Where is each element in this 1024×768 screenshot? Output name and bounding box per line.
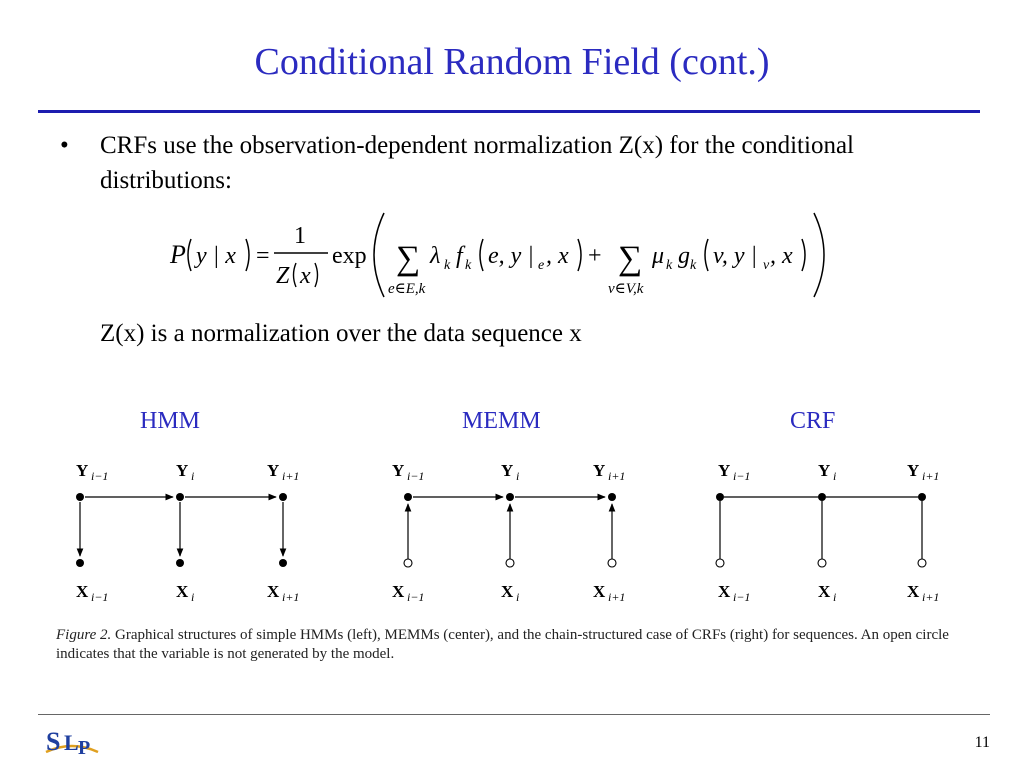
hmm-y-next-label: Y: [267, 461, 280, 480]
hmm-y-prev-label: Y: [76, 461, 89, 480]
memm-y-prev-sub: i−1: [407, 469, 425, 483]
hmm-x-prev-label: X: [76, 582, 89, 601]
crf-x-next-label: X: [907, 582, 920, 601]
slide-title: Conditional Random Field (cont.): [254, 41, 770, 83]
memm-node-y-prev: [404, 493, 412, 501]
formula-paren-right: [246, 239, 249, 271]
memm-node-x-cur: [506, 559, 514, 567]
formula-denominator-paren-left: [294, 263, 297, 287]
logo-letter-l: L: [64, 730, 79, 755]
memm-x-next-sub: i+1: [608, 590, 626, 604]
hmm-node-y-prev: [76, 493, 84, 501]
formula-f-paren-right: [578, 239, 581, 271]
crf-y-next-label: Y: [907, 461, 920, 480]
crf-x-cur-sub: i: [833, 590, 837, 604]
formula-equals: =: [256, 243, 270, 269]
crf-y-next-sub: i+1: [922, 469, 940, 483]
memm-node-y-next: [608, 493, 616, 501]
hmm-y-next-sub: i+1: [282, 469, 300, 483]
crf-x-cur-label: X: [818, 582, 831, 601]
bullet-text: CRFs use the observation-dependent normalization Z(x) for the conditional distributions:: [100, 132, 854, 194]
crf-y-prev-sub: i−1: [733, 469, 751, 483]
formula-g-args-tail: , x: [770, 243, 793, 269]
memm-x-next-label: X: [593, 582, 606, 601]
formula-sum-2: ∑: [618, 240, 643, 277]
crf-x-labels: [718, 582, 939, 604]
formula-lambda-sub: k: [444, 258, 451, 273]
memm-diagram: [392, 461, 625, 604]
hmm-node-y-cur: [176, 493, 184, 501]
formula-big-paren-left: [374, 213, 384, 297]
formula-denominator-z: Z: [276, 263, 290, 289]
logo-letter-p: P: [78, 737, 91, 759]
label-crf: CRF: [790, 408, 836, 434]
crf-x-prev-sub: i−1: [733, 590, 751, 604]
formula-paren-left: [188, 239, 191, 271]
crf-y-cur-label: Y: [818, 461, 831, 480]
normalization-note: Z(x) is a normalization over the data sequence x: [100, 320, 582, 347]
memm-node-x-prev: [404, 559, 412, 567]
memm-x-cur-sub: i: [516, 590, 520, 604]
hmm-x-prev-sub: i−1: [91, 590, 109, 604]
formula-g-args: v, y |: [713, 243, 758, 269]
crf-node-x-next: [918, 559, 926, 567]
crf-y-cur-sub: i: [833, 469, 837, 483]
memm-y-cur-label: Y: [501, 461, 514, 480]
title-divider: [38, 110, 980, 113]
label-hmm: HMM: [140, 408, 201, 434]
formula-g-paren-left: [705, 239, 708, 271]
memm-y-cur-sub: i: [516, 469, 520, 483]
memm-node-x-next: [608, 559, 616, 567]
formula-f-sub: k: [465, 258, 472, 273]
crf-diagram: [716, 461, 939, 604]
formula-exp: exp: [332, 243, 367, 269]
formula-sum-1: ∑: [396, 240, 421, 277]
formula-g-args-sub: v: [763, 258, 770, 273]
hmm-node-x-next: [279, 559, 287, 567]
crf-x-prev-label: X: [718, 582, 731, 601]
hmm-node-y-next: [279, 493, 287, 501]
figure-caption: [56, 626, 986, 664]
crf-node-x-prev: [716, 559, 724, 567]
formula-f-args: e, y |: [488, 243, 534, 269]
formula-lhs-args: y | x: [196, 243, 236, 269]
formula-f-paren-left: [480, 239, 483, 271]
hmm-y-prev-sub: i−1: [91, 469, 109, 483]
hmm-x-labels: [76, 582, 299, 604]
formula-p: P: [170, 240, 186, 269]
graphical-models-figure: [0, 445, 1024, 615]
formula-denominator-x: x: [300, 263, 311, 289]
crf-node-y-cur: [818, 493, 826, 501]
formula-lambda: λ: [430, 243, 441, 269]
hmm-x-next-label: X: [267, 582, 280, 601]
crf-y-prev-label: Y: [718, 461, 731, 480]
formula-range-1: e∈E,k: [388, 281, 426, 297]
formula-denominator-paren-right: [315, 263, 318, 287]
formula-mu: μ: [652, 243, 665, 269]
footer-divider: [38, 714, 990, 715]
formula-g-paren-right: [802, 239, 805, 271]
hmm-x-cur-sub: i: [191, 590, 195, 604]
formula-mu-sub: k: [666, 258, 673, 273]
figure-label: Figure 2.: [56, 627, 112, 643]
memm-y-next-label: Y: [593, 461, 606, 480]
hmm-node-x-cur: [176, 559, 184, 567]
crf-x-next-sub: i+1: [922, 590, 940, 604]
hmm-diagram: [76, 461, 299, 604]
memm-node-y-cur: [506, 493, 514, 501]
page-number: 11: [974, 734, 990, 751]
hmm-y-cur-sub: i: [191, 469, 195, 483]
memm-y-next-sub: i+1: [608, 469, 626, 483]
hmm-x-cur-label: X: [176, 582, 189, 601]
label-memm: MEMM: [462, 408, 541, 434]
crf-formula: [160, 205, 840, 305]
figure-caption-text: Graphical structures of simple HMMs (left), MEMMs (center), and the chain-structured case of CRFs (right) for sequences. An open circle indicates that the variable is not generated by the model.: [56, 627, 949, 662]
crf-node-x-cur: [818, 559, 826, 567]
crf-node-y-next: [918, 493, 926, 501]
logo-letter-s: S: [46, 727, 61, 756]
formula-range-2: v∈V,k: [608, 281, 644, 297]
formula-big-paren-right: [814, 213, 824, 297]
formula-g: g: [678, 243, 690, 269]
memm-x-prev-label: X: [392, 582, 405, 601]
formula-g-sub: k: [690, 258, 697, 273]
formula-plus: +: [588, 243, 602, 269]
hmm-x-next-sub: i+1: [282, 590, 300, 604]
formula-numerator: 1: [294, 223, 306, 249]
slp-logo: [42, 722, 102, 762]
memm-x-prev-sub: i−1: [407, 590, 425, 604]
crf-y-labels: [718, 461, 939, 483]
formula-f-args-tail: , x: [546, 243, 569, 269]
memm-x-labels: [392, 582, 625, 604]
memm-y-labels: [392, 461, 625, 483]
hmm-y-cur-label: Y: [176, 461, 189, 480]
memm-x-cur-label: X: [501, 582, 514, 601]
bullet-symbol: •: [60, 132, 69, 159]
hmm-node-x-prev: [76, 559, 84, 567]
memm-y-prev-label: Y: [392, 461, 405, 480]
formula-f-args-sub: e: [538, 258, 545, 273]
hmm-y-labels: [76, 461, 299, 483]
formula-f: f: [456, 243, 463, 269]
crf-node-y-prev: [716, 493, 724, 501]
